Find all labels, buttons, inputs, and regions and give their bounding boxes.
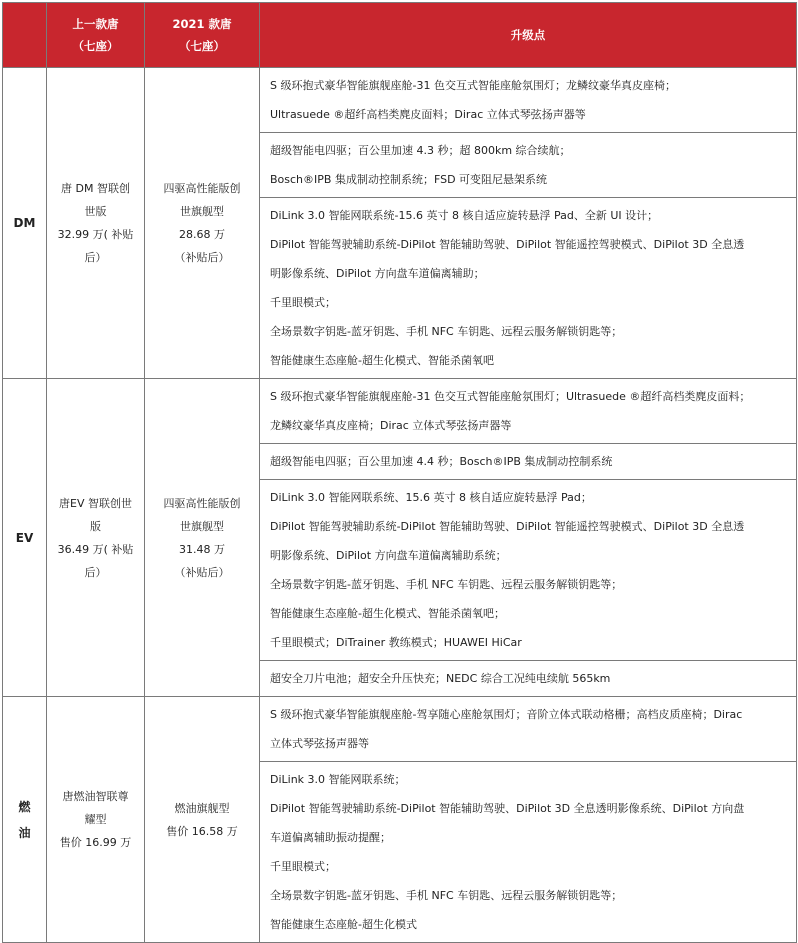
header-prev-model: 上一款唐 （七座） xyxy=(47,3,145,68)
comparison-table xyxy=(2,2,797,943)
header-upgrades: 升级点 xyxy=(260,3,797,68)
ev-new-model: 四驱高性能版创 世旗舰型 31.48 万 （补贴后） xyxy=(145,379,260,697)
ev-upgrade-cockpit: S 级环抱式豪华智能旗舰座舱-31 色交互式智能座舱氛围灯；Ultrasuede ®超纤高档类麂皮面料； 龙鳞纹豪华真皮座椅；Dirac 立体式琴弦扬声器等 xyxy=(260,379,797,444)
fuel-new-model: 燃油旗舰型 售价 16.58 万 xyxy=(145,697,260,943)
dm-upgrade-powertrain: 超级智能电四驱；百公里加速 4.3 秒；超 800km 综合续航； Bosch®IPB 集成制动控制系统；FSD 可变阻尼悬架系统 xyxy=(260,133,797,198)
dm-prev-model: 唐 DM 智联创 世版 32.99 万( 补贴 后） xyxy=(47,68,145,379)
fuel-prev-model: 唐燃油智联尊 耀型 售价 16.99 万 xyxy=(47,697,145,943)
fuel-row xyxy=(3,697,797,762)
dm-upgrade-intelligence: DiLink 3.0 智能网联系统-15.6 英寸 8 核自适应旋转悬浮 Pad、全新 UI 设计； DiPilot 智能驾驶辅助系统-DiPilot 智能辅助驾驶、DiPilot 智能遥控驾驶模式、DiPilot 3D 全息透 明影像系统、DiPilot 方向盘车道偏离辅助； 千里眼模式； 全场景数字钥匙-蓝牙钥匙、手机 NFC 车钥匙、远程云服务解锁钥匙等； 智能健康生态座舱-超生化模式、智能杀菌氧吧 xyxy=(260,198,797,379)
ev-row xyxy=(3,379,797,444)
ev-upgrade-powertrain: 超级智能电四驱；百公里加速 4.4 秒；Bosch®IPB 集成制动控制系统 xyxy=(260,444,797,480)
ev-prev-model: 唐EV 智联创世 版 36.49 万( 补贴 后） xyxy=(47,379,145,697)
dm-new-model: 四驱高性能版创 世旗舰型 28.68 万 （补贴后） xyxy=(145,68,260,379)
header-empty-cell xyxy=(3,3,47,68)
fuel-upgrade-cockpit: S 级环抱式豪华智能旗舰座舱-驾享随心座舱氛围灯；音阶立体式联动格栅；高档皮质座椅；Dirac 立体式琴弦扬声器等 xyxy=(260,697,797,762)
fuel-upgrade-intelligence: DiLink 3.0 智能网联系统； DiPilot 智能驾驶辅助系统-DiPilot 智能辅助驾驶、DiPilot 3D 全息透明影像系统、DiPilot 方向盘 车道偏离辅助振动提醒； 千里眼模式； 全场景数字钥匙-蓝牙钥匙、手机 NFC 车钥匙、远程云服务解锁钥匙等； 智能健康生态座舱-超生化模式 xyxy=(260,762,797,943)
ev-upgrade-intelligence: DiLink 3.0 智能网联系统、15.6 英寸 8 核自适应旋转悬浮 Pad； DiPilot 智能驾驶辅助系统-DiPilot 智能辅助驾驶、DiPilot 智能遥控驾驶模式、DiPilot 3D 全息透 明影像系统、DiPilot 方向盘车道偏离辅助系统； 全场景数字钥匙-蓝牙钥匙、手机 NFC 车钥匙、远程云服务解锁钥匙等； 智能健康生态座舱-超生化模式、智能杀菌氧吧； 千里眼模式；DiTrainer 教练模式；HUAWEI HiCar xyxy=(260,480,797,661)
ev-upgrade-battery: 超安全刀片电池；超安全升压快充；NEDC 综合工况纯电续航 565km xyxy=(260,661,797,697)
category-fuel: 燃 油 xyxy=(3,697,47,943)
dm-row xyxy=(3,68,797,133)
dm-upgrade-cockpit: S 级环抱式豪华智能旗舰座舱-31 色交互式智能座舱氛围灯；龙鳞纹豪华真皮座椅； Ultrasuede ®超纤高档类麂皮面料；Dirac 立体式琴弦扬声器等 xyxy=(260,68,797,133)
header-new-model: 2021 款唐 （七座） xyxy=(145,3,260,68)
category-dm: DM xyxy=(3,68,47,379)
category-ev: EV xyxy=(3,379,47,697)
header-row xyxy=(3,3,797,68)
